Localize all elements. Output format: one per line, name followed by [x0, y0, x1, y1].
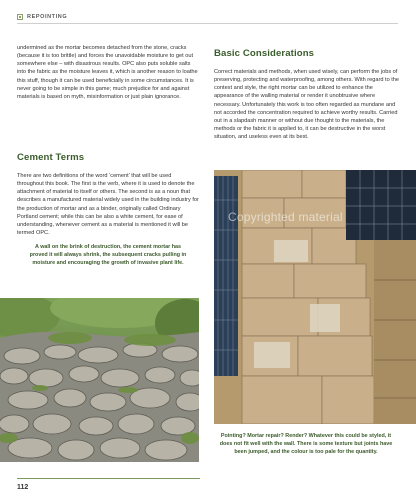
page-number: 112	[17, 484, 29, 491]
header-rule	[17, 23, 398, 24]
running-head	[17, 14, 67, 20]
running-head-label: REPOINTING	[27, 14, 68, 20]
stone-building-photo	[214, 170, 416, 424]
basic-considerations-paragraph: Correct materials and methods, when used wisely, can perform the jobs of preserving, protecting and waterproofing, among others. With regard to the context and style, the right mortar can be utilized to enhance the appearance of the walling material or render it unobtrusive where necessary. Unfortunately this work is too often regarded as mundane and not accorded the concentration required to achieve worthy results. Carried out in a slapdash manner or without due thought to the materials, the methods or the fabric it is applied to, it can be destructive in the worst situation, and useless even at its best.	[214, 69, 400, 141]
crumbling-wall-photo	[0, 298, 199, 462]
section-marker-icon	[17, 14, 23, 20]
wall-photo-caption: A wall on the brink of destruction, the cement mortar has proved it will always shrink, the subsequent cracks pulling in moisture and encouraging the growth of invasive plant life.	[29, 244, 187, 266]
copyright-watermark: Copyrighted material	[228, 210, 343, 224]
stone-building-caption: Pointing? Mortar repair? Render? Whatever this could be styled, it does not fit well with the wall. There is some texture but joints have been jumped, and the colour is too pale for the quantity.	[219, 433, 393, 455]
intro-paragraph: undermined as the mortar becomes detached from the stone, cracks (because it is too brittle) and forces the unavoidable moisture to get out somewhere else – with disastrous results. OPC also puts soluble salts into the fabric as the moisture leaves it, which is another reason to loathe this stuff, though it can be used beneficially in some circumstances. It is never going to be simple in this game; much prejudice for and against materials is based on myth, misinformation or just plain ignorance.	[17, 45, 198, 100]
footer-rule	[17, 478, 200, 479]
basic-considerations-heading: Basic Considerations	[214, 48, 315, 59]
cement-terms-paragraph: There are two definitions of the word ‘cement’ that will be used throughout this book. The first is the verb, where it is used to denote the attachment of material to itself or others. The second is as a noun that describes a manufactured material widely used in the building industry for the production of mortar and as a binder, originally called Ordinary Portland cement; while this can be also a white cement, for ease of understanding, whenever cement as a material is mentioned it will be termed OPC.	[17, 173, 199, 237]
cement-terms-heading: Cement Terms	[17, 152, 85, 163]
